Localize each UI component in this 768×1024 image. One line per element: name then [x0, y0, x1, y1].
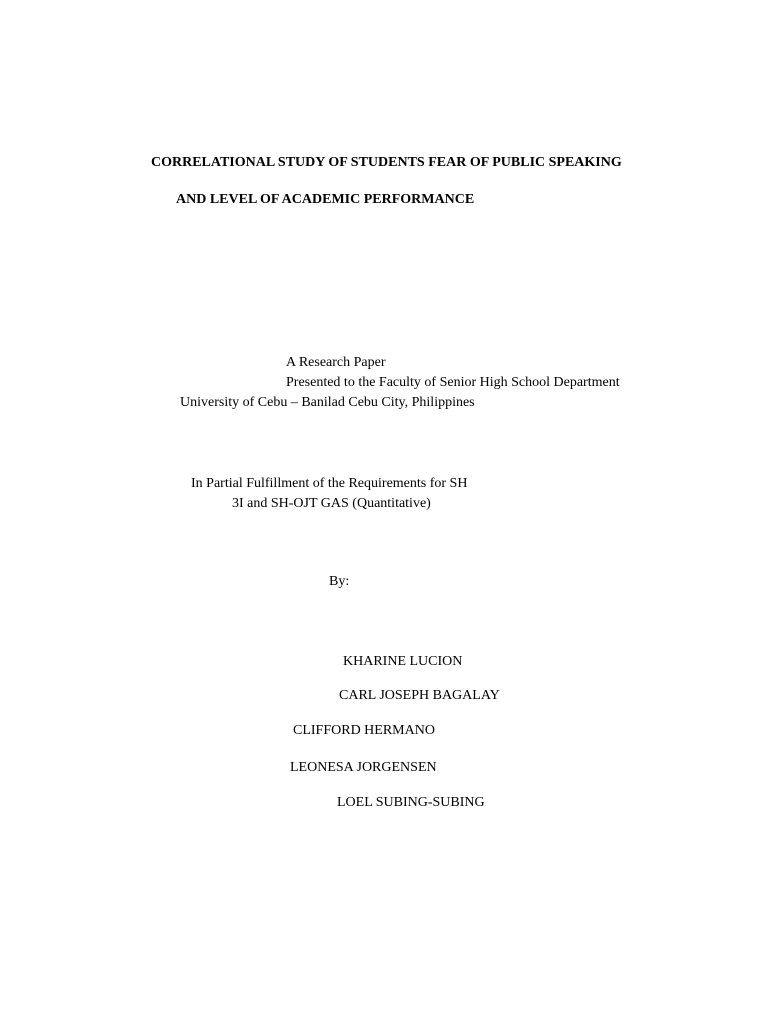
author-name: KHARINE LUCION: [343, 654, 463, 669]
presented-to: Presented to the Faculty of Senior High School Department: [286, 375, 620, 390]
by-label: By:: [329, 574, 350, 589]
author-name: LEONESA JORGENSEN: [290, 760, 437, 775]
title-line-1: CORRELATIONAL STUDY OF STUDENTS FEAR OF PUBLIC SPEAKING: [151, 155, 622, 170]
paper-type: A Research Paper: [286, 355, 386, 370]
institution: University of Cebu – Banilad Cebu City, Philippines: [180, 395, 475, 410]
fulfillment-line-2: 3I and SH-OJT GAS (Quantitative): [232, 496, 431, 511]
fulfillment-line-1: In Partial Fulfillment of the Requirements for SH: [191, 476, 468, 491]
title-line-2: AND LEVEL OF ACADEMIC PERFORMANCE: [176, 192, 475, 207]
author-name: CLIFFORD HERMANO: [293, 723, 435, 738]
author-name: LOEL SUBING-SUBING: [337, 795, 485, 810]
author-name: CARL JOSEPH BAGALAY: [339, 688, 500, 703]
